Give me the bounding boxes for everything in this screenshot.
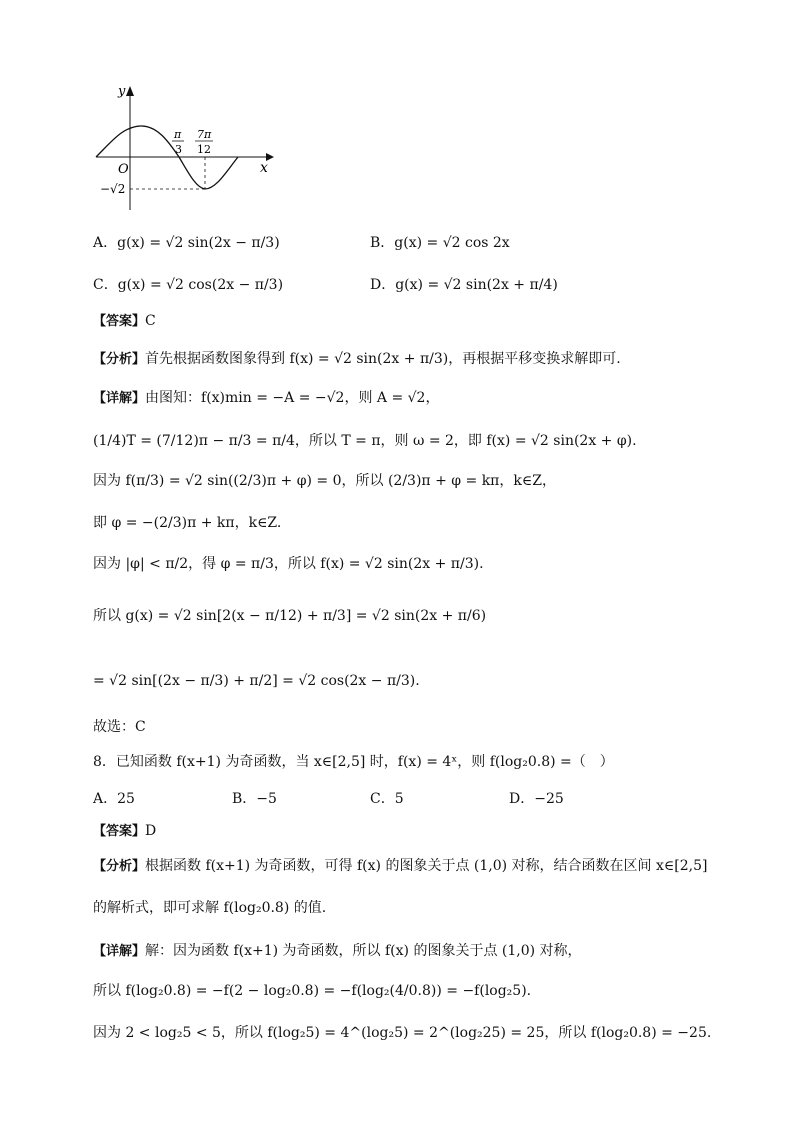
q8-stem: 8．已知函数 f(x+1) 为奇函数，当 x∈[2,5] 时，f(x) = 4ˣ，则 f(log₂0.8) =（ ） bbox=[93, 754, 614, 770]
tick-pi3-num: π bbox=[174, 128, 182, 141]
q8-answer-value: D bbox=[145, 823, 157, 839]
min-label: −√2 bbox=[100, 182, 126, 196]
q7-choose-line: 故选：C bbox=[93, 719, 146, 735]
q8-analysis-line-1 bbox=[93, 855, 707, 878]
tick-7pi12-den: 12 bbox=[197, 143, 211, 156]
answer-tag: 【答案】 bbox=[93, 314, 146, 329]
q7-option-c: C．g(x) = √2 cos(2x − π/3) bbox=[93, 277, 284, 293]
q8-option-d: D．−25 bbox=[509, 791, 564, 807]
answer-tag: 【答案】 bbox=[93, 824, 146, 839]
q7-detail-line-3: 因为 f(π/3) = √2 sin((2/3)π + φ) = 0，所以 (2/3)π + φ = kπ，k∈Z， bbox=[93, 473, 556, 489]
q7-analysis-line bbox=[93, 348, 621, 371]
sine-graph-figure bbox=[88, 82, 288, 212]
q7-detail-line-4: 即 φ = −(2/3)π + kπ，k∈Z. bbox=[93, 515, 282, 531]
tick-pi3-den: 3 bbox=[175, 143, 182, 156]
analysis-tag: 【分析】 bbox=[93, 859, 146, 874]
q8-detail-line-3: 因为 2 < log₂5 < 5，所以 f(log₂5) = 4^(log₂5) = 2^(log₂25) = 25，所以 f(log₂0.8) = −25. bbox=[93, 1025, 712, 1041]
q7-detail-line-6: 所以 g(x) = √2 sin[2(x − π/12) + π/3] = √2 sin(2x + π/6) bbox=[93, 608, 487, 624]
origin-label: O bbox=[118, 162, 129, 177]
q7-detail-line-5: 因为 |φ| < π/2，得 φ = π/3，所以 f(x) = √2 sin(2x + π/3). bbox=[93, 556, 484, 572]
x-axis-label: x bbox=[260, 160, 268, 176]
q7-option-b: B．g(x) = √2 cos 2x bbox=[370, 235, 510, 251]
q8-option-c: C．5 bbox=[370, 791, 404, 807]
q7-detail-line-7: = √2 sin[(2x − π/3) + π/2] = √2 cos(2x − π/3). bbox=[93, 673, 420, 689]
q7-option-a: A．g(x) = √2 sin(2x − π/3) bbox=[93, 235, 280, 251]
detail-tag: 【详解】 bbox=[93, 391, 146, 406]
detail-tag: 【详解】 bbox=[93, 944, 146, 959]
q7-option-d: D．g(x) = √2 sin(2x + π/4) bbox=[370, 277, 558, 293]
q8-detail-text-1: 解：因为函数 f(x+1) 为奇函数，所以 f(x) 的图象关于点 (1,0) 对称， bbox=[145, 943, 582, 959]
analysis-tag: 【分析】 bbox=[93, 352, 146, 367]
q7-detail-line-1 bbox=[93, 387, 439, 410]
q7-detail-text-1: 由图知：f(x)min = −A = −√2，则 A = √2， bbox=[145, 390, 440, 406]
q8-option-b: B．−5 bbox=[232, 791, 277, 807]
q8-analysis-text-1: 根据函数 f(x+1) 为奇函数，可得 f(x) 的图象关于点 (1,0) 对称，结合函数在区间 x∈[2,5] bbox=[145, 858, 708, 874]
y-axis-arrow-icon bbox=[126, 86, 134, 96]
q8-option-a: A．25 bbox=[93, 791, 135, 807]
q8-answer-line bbox=[93, 820, 156, 843]
q7-analysis-text: 首先根据函数图象得到 f(x) = √2 sin(2x + π/3)，再根据平移变换求解即可. bbox=[145, 351, 621, 367]
q8-detail-line-1 bbox=[93, 940, 582, 963]
tick-7pi12-num: 7π bbox=[197, 128, 212, 141]
q8-analysis-line-2: 的解析式，即可求解 f(log₂0.8) 的值. bbox=[93, 900, 327, 916]
q8-detail-line-2: 所以 f(log₂0.8) = −f(2 − log₂0.8) = −f(log₂(4/0.8)) = −f(log₂5). bbox=[93, 983, 532, 999]
y-axis-label: y bbox=[118, 84, 126, 99]
q7-answer-value: C bbox=[145, 313, 156, 329]
q7-detail-line-2: (1/4)T = (7/12)π − π/3 = π/4，所以 T = π，则 ω = 2，即 f(x) = √2 sin(2x + φ). bbox=[93, 433, 637, 449]
q7-answer-line bbox=[93, 310, 156, 333]
